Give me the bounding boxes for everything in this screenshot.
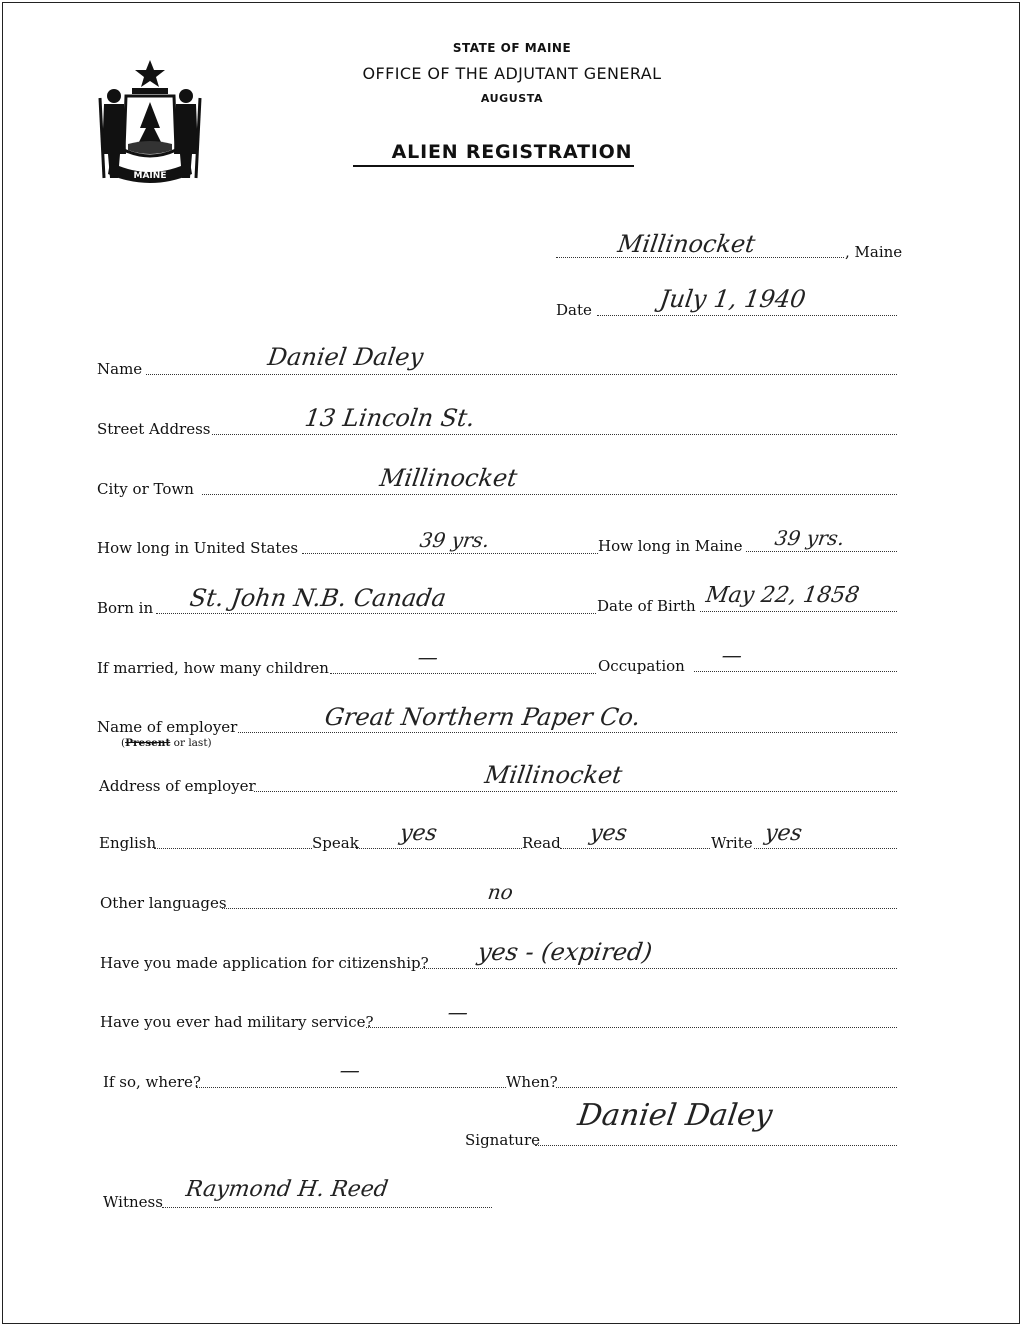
witness-value: Raymond H. Reed <box>184 1177 390 1202</box>
when-label: When? <box>506 1073 558 1091</box>
employer-value: Great Northern Paper Co. <box>323 703 643 731</box>
signature-label: Signature <box>465 1131 541 1149</box>
city-label: City or Town <box>97 480 194 498</box>
speak-value: yes <box>398 821 439 846</box>
us-duration-line <box>302 553 598 554</box>
born-value: St. John N.B. Canada <box>188 584 449 612</box>
other-languages-line <box>222 908 897 909</box>
military-value: — <box>446 1000 470 1024</box>
citizenship-value: yes - (expired) <box>476 938 654 966</box>
date-line <box>597 315 897 316</box>
write-value: yes <box>763 821 804 846</box>
employer-line <box>238 732 897 733</box>
occupation-label: Occupation <box>598 657 685 675</box>
where-label: If so, where? <box>103 1073 201 1091</box>
street-label: Street Address <box>97 420 211 438</box>
city-heading: AUGUSTA <box>480 92 544 105</box>
date-label: Date <box>556 301 592 319</box>
speak-label: Speak <box>312 834 359 852</box>
employer-address-line <box>254 791 897 792</box>
children-line <box>330 673 596 674</box>
name-line <box>146 374 897 375</box>
name-label: Name <box>97 360 143 378</box>
office-heading: OFFICE OF THE ADJUTANT GENERAL <box>362 64 662 83</box>
english-label: English <box>99 834 157 852</box>
speak-line <box>356 848 522 849</box>
children-label: If married, how many children <box>97 659 329 677</box>
read-label: Read <box>522 834 561 852</box>
other-languages-value: no <box>486 880 515 904</box>
employer-sub-struck: Present <box>125 737 171 749</box>
maine-duration-label: How long in Maine <box>598 537 743 555</box>
where-value: — <box>338 1058 362 1082</box>
dob-value: May 22, 1858 <box>704 583 861 608</box>
employer-sub-label: (Present or last) <box>121 737 212 749</box>
witness-line <box>162 1207 492 1208</box>
read-value: yes <box>588 821 629 846</box>
write-line <box>754 848 897 849</box>
witness-label: Witness <box>103 1193 163 1211</box>
us-duration-value: 39 yrs. <box>418 528 491 552</box>
dob-line <box>700 611 897 612</box>
employer-label: Name of employer <box>97 718 238 736</box>
form-title: ALIEN REGISTRATION <box>391 141 633 163</box>
born-label: Born in <box>97 599 154 617</box>
street-line <box>212 434 897 435</box>
where-line <box>196 1087 506 1088</box>
citizenship-label: Have you made application for citizenship? <box>100 954 429 972</box>
place-suffix: , Maine <box>845 243 903 261</box>
title-underline <box>353 165 634 167</box>
military-label: Have you ever had military service? <box>100 1013 374 1031</box>
employer-address-value: Millinocket <box>483 761 624 789</box>
read-line <box>560 848 710 849</box>
english-line <box>154 848 312 849</box>
state-heading: STATE OF MAINE <box>452 41 572 55</box>
place-value: Millinocket <box>616 230 757 258</box>
occupation-value: — <box>720 643 744 667</box>
when-line <box>556 1087 897 1088</box>
employer-address-label: Address of employer <box>99 777 256 795</box>
signature-value: Daniel Daley <box>575 1098 775 1133</box>
city-line <box>202 494 897 495</box>
citizenship-line <box>420 968 897 969</box>
city-value: Millinocket <box>378 464 519 492</box>
military-line <box>366 1027 897 1028</box>
born-line <box>156 613 596 614</box>
name-value: Daniel Daley <box>266 343 426 371</box>
dob-label: Date of Birth <box>597 597 696 615</box>
occupation-line <box>694 671 897 672</box>
other-languages-label: Other languages <box>100 894 227 912</box>
date-value: July 1, 1940 <box>658 285 808 313</box>
seal-motto: MAINE <box>133 171 167 181</box>
maine-duration-value: 39 yrs. <box>773 526 846 550</box>
write-label: Write <box>711 834 753 852</box>
maine-duration-line <box>746 551 897 552</box>
children-value: — <box>416 645 440 669</box>
street-value: 13 Lincoln St. <box>303 404 477 432</box>
signature-line <box>535 1145 897 1146</box>
us-duration-label: How long in United States <box>97 539 299 557</box>
